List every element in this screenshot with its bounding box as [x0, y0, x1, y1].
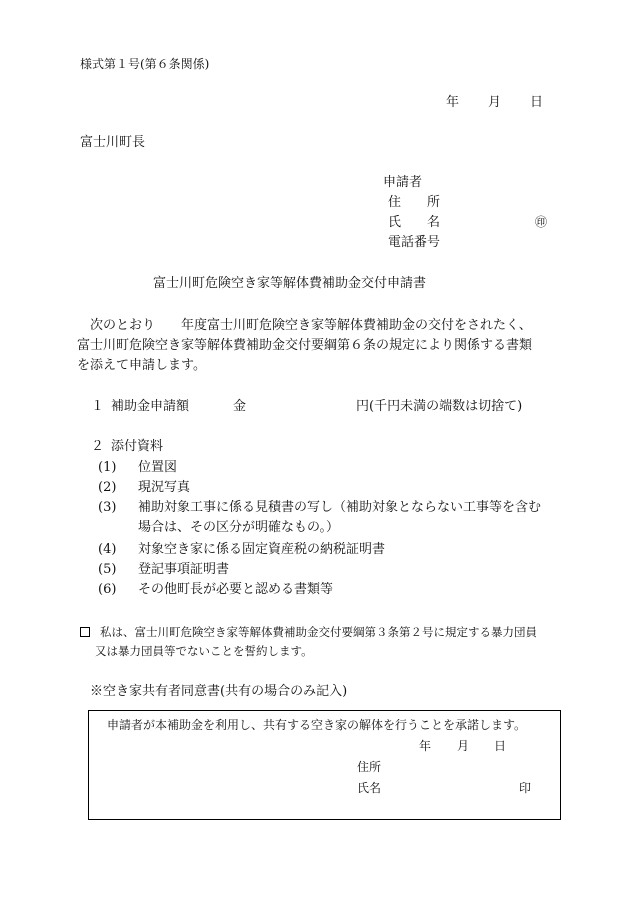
list-text-4: 対象空き家に係る固定資産税の納税証明書: [138, 542, 386, 557]
date-day: 日: [530, 95, 544, 110]
list-num-6: (6): [98, 582, 117, 597]
item1-yen: 円(千円未満の端数は切捨て): [356, 399, 523, 414]
list-text-2: 現況写真: [138, 480, 191, 495]
coowner-consent-text: 申請者が本補助金を利用し、共有する空き家の解体を行うことを承諾します。: [107, 718, 527, 732]
intro-line-3: を添えて申請します。: [77, 358, 206, 373]
coowner-date-month: 月: [457, 739, 470, 753]
coowner-name-label: 氏名: [357, 781, 382, 795]
pledge-line-2: 又は暴力団員等でないことを誓約します。: [95, 644, 313, 658]
item1-label: 補助金申請額: [111, 399, 190, 414]
applicant-phone-label: 電話番号: [388, 235, 441, 250]
list-num-4: (4): [98, 542, 117, 557]
coowner-consent-box: [88, 710, 561, 820]
pledge-line-1: 私は、富士川町危険空き家等解体費補助金交付要綱第３条第２号に規定する暴力団員: [100, 625, 537, 639]
addressee: 富士川町長: [80, 135, 146, 150]
coowner-address-label: 住所: [357, 760, 382, 774]
list-text-6: その他町長が必要と認める書類等: [138, 582, 334, 597]
item1-kin: 金: [233, 399, 247, 414]
list-num-2: (2): [98, 480, 117, 495]
date-year: 年: [446, 95, 460, 110]
seal-mark: ㊞: [535, 215, 548, 229]
date-month: 月: [488, 95, 502, 110]
document-title: 富士川町危険空き家等解体費補助金交付申請書: [153, 276, 427, 291]
list-text-3: 補助対象工事に係る見積書の写し（補助対象とならない工事等を含む: [138, 500, 542, 515]
item1-number: １: [91, 399, 105, 414]
coowner-heading: ※空き家共有者同意書(共有の場合のみ記入): [90, 684, 348, 699]
list-text-1: 位置図: [138, 460, 178, 475]
coowner-date-day: 日: [494, 739, 507, 753]
applicant-heading: 申請者: [383, 175, 423, 190]
form-id: 様式第１号(第６条関係): [80, 57, 210, 71]
item2-number: ２: [91, 439, 105, 454]
list-text-5: 登記事項証明書: [138, 562, 230, 577]
applicant-name-label: 氏 名: [388, 215, 441, 230]
applicant-address-label: 住 所: [388, 195, 441, 210]
list-text-3b: 場合は、その区分が明確なもの。）: [138, 520, 339, 535]
intro-line-1: 次のとおり 年度富士川町危険空き家等解体費補助金の交付をされたく、: [90, 318, 532, 333]
coowner-date-year: 年: [419, 739, 432, 753]
list-num-3: (3): [98, 500, 117, 515]
coowner-seal: 印: [519, 781, 532, 795]
list-num-5: (5): [98, 562, 117, 577]
pledge-checkbox[interactable]: [80, 627, 90, 637]
list-num-1: (1): [98, 460, 117, 475]
item2-label: 添付資料: [111, 439, 164, 454]
intro-line-2: 富士川町危険空き家等解体費補助金交付要綱第６条の規定により関係する書類: [77, 338, 533, 353]
